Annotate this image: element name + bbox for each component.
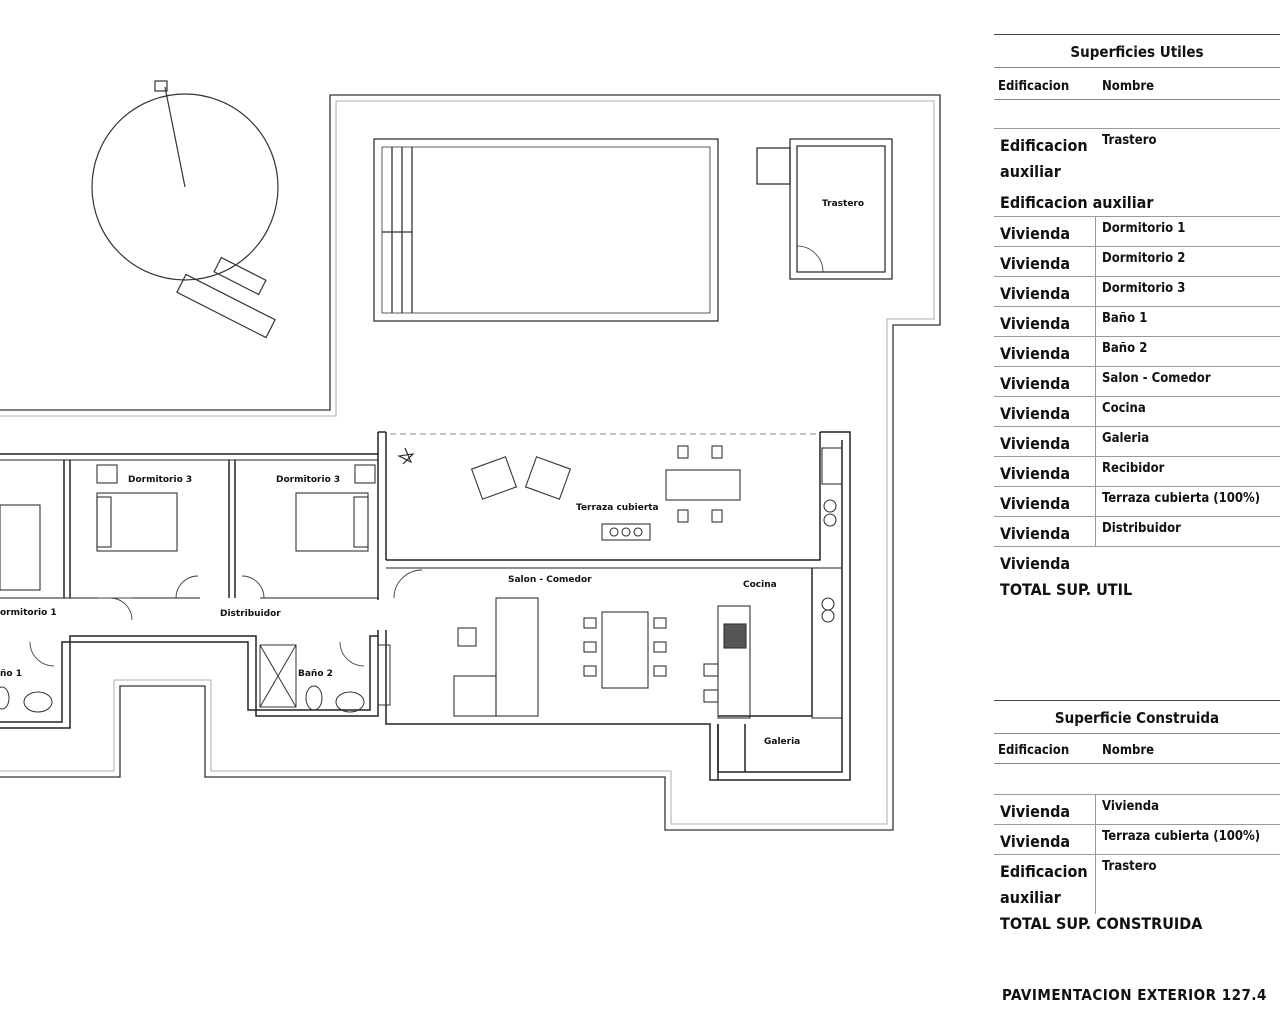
utiles-row xyxy=(994,306,1280,336)
utiles-edif: Vivienda xyxy=(1000,254,1071,273)
utiles-column-headers xyxy=(994,74,1280,100)
utiles-nombre: Trastero xyxy=(1102,133,1157,148)
utiles-edif: Vivienda xyxy=(1000,284,1071,303)
utiles-nombre: Terraza cubierta (100%) xyxy=(1102,491,1261,506)
utiles-row xyxy=(994,396,1280,426)
utiles-total: TOTAL SUP. UTIL xyxy=(1000,580,1133,599)
utiles-nombre: Baño 1 xyxy=(1102,311,1148,326)
sun-loungers xyxy=(177,258,275,338)
construida-row xyxy=(994,794,1280,824)
utiles-row xyxy=(994,128,1280,188)
utiles-nombre: Dormitorio 3 xyxy=(1102,281,1186,296)
construida-total: TOTAL SUP. CONSTRUIDA xyxy=(1000,914,1203,933)
room-label-distribuidor: Distribuidor xyxy=(220,609,281,619)
swimming-pool xyxy=(374,139,718,321)
garden-umbrella xyxy=(92,81,278,280)
utiles-col-nombre: Nombre xyxy=(1102,79,1155,94)
utiles-row xyxy=(994,186,1280,216)
utiles-col-edificacion: Edificacion xyxy=(998,79,1070,94)
utiles-row xyxy=(994,246,1280,276)
utiles-edif: Vivienda xyxy=(1000,404,1071,423)
construida-col-edificacion: Edificacion xyxy=(998,743,1070,758)
room-label-dormitorio-1: ormitorio 1 xyxy=(0,608,57,618)
utiles-nombre: Galeria xyxy=(1102,431,1150,446)
utiles-edif: Vivienda xyxy=(1000,464,1071,483)
utiles-nombre: Cocina xyxy=(1102,401,1146,416)
surface-tables xyxy=(994,0,1280,1024)
utiles-row xyxy=(994,276,1280,306)
utiles-row xyxy=(994,366,1280,396)
living-furniture xyxy=(454,598,666,716)
room-label-galeria: Galeria xyxy=(764,737,801,747)
utiles-nombre: Distribuidor xyxy=(1102,521,1181,536)
utiles-nombre: Dormitorio 1 xyxy=(1102,221,1186,236)
utiles-nombre: Recibidor xyxy=(1102,461,1165,476)
utiles-nombre: Baño 2 xyxy=(1102,341,1148,356)
room-label-dormitorio-3a: Dormitorio 3 xyxy=(128,475,193,485)
terrace-furniture xyxy=(390,434,820,540)
construida-edif: Vivienda xyxy=(1000,832,1071,851)
utiles-row xyxy=(994,486,1280,516)
construida-title: Superficie Construida xyxy=(994,700,1280,734)
utiles-edif: Vivienda xyxy=(1000,374,1071,393)
construida-col-nombre: Nombre xyxy=(1102,743,1155,758)
utiles-nombre: Salon - Comedor xyxy=(1102,371,1211,386)
construida-column-headers xyxy=(994,738,1280,764)
utiles-edif: Edificacion auxiliar xyxy=(1000,193,1154,212)
trastero-building xyxy=(757,139,892,279)
construida-edif: Edificacion auxiliar xyxy=(1000,862,1088,907)
room-label-trastero: Trastero xyxy=(822,199,865,209)
room-label-salon: Salon - Comedor xyxy=(508,575,592,585)
utiles-row xyxy=(994,426,1280,456)
construida-row xyxy=(994,854,1280,914)
utiles-row xyxy=(994,336,1280,366)
utiles-edif: Edificacion auxiliar xyxy=(1000,136,1088,181)
utiles-row xyxy=(994,456,1280,486)
pavimentacion-exterior: PAVIMENTACION EXTERIOR 127.4 xyxy=(1002,986,1267,1004)
construida-nombre: Trastero xyxy=(1102,859,1157,874)
utiles-title: Superficies Utiles xyxy=(994,34,1280,68)
construida-edif: Vivienda xyxy=(1000,802,1071,821)
utiles-edif: Vivienda xyxy=(1000,314,1071,333)
utiles-row xyxy=(994,216,1280,246)
utiles-edif: Vivienda xyxy=(1000,434,1071,453)
construida-nombre: Terraza cubierta (100%) xyxy=(1102,829,1261,844)
room-label-terraza: Terraza cubierta xyxy=(576,503,659,513)
room-label-cocina: Cocina xyxy=(743,580,777,590)
construida-nombre: Vivienda xyxy=(1102,799,1159,814)
utiles-row xyxy=(994,546,1280,576)
utiles-row xyxy=(994,516,1280,546)
construida-row xyxy=(994,824,1280,854)
utiles-edif: Vivienda xyxy=(1000,224,1071,243)
room-label-bano-1: ño 1 xyxy=(0,669,22,679)
room-label-dormitorio-3b: Dormitorio 3 xyxy=(276,475,341,485)
plot-boundary xyxy=(0,95,940,830)
room-label-bano-2: Baño 2 xyxy=(298,669,333,679)
utiles-edif: Vivienda xyxy=(1000,554,1071,573)
utiles-edif: Vivienda xyxy=(1000,344,1071,363)
utiles-edif: Vivienda xyxy=(1000,524,1071,543)
utiles-nombre: Dormitorio 2 xyxy=(1102,251,1186,266)
utiles-edif: Vivienda xyxy=(1000,494,1071,513)
